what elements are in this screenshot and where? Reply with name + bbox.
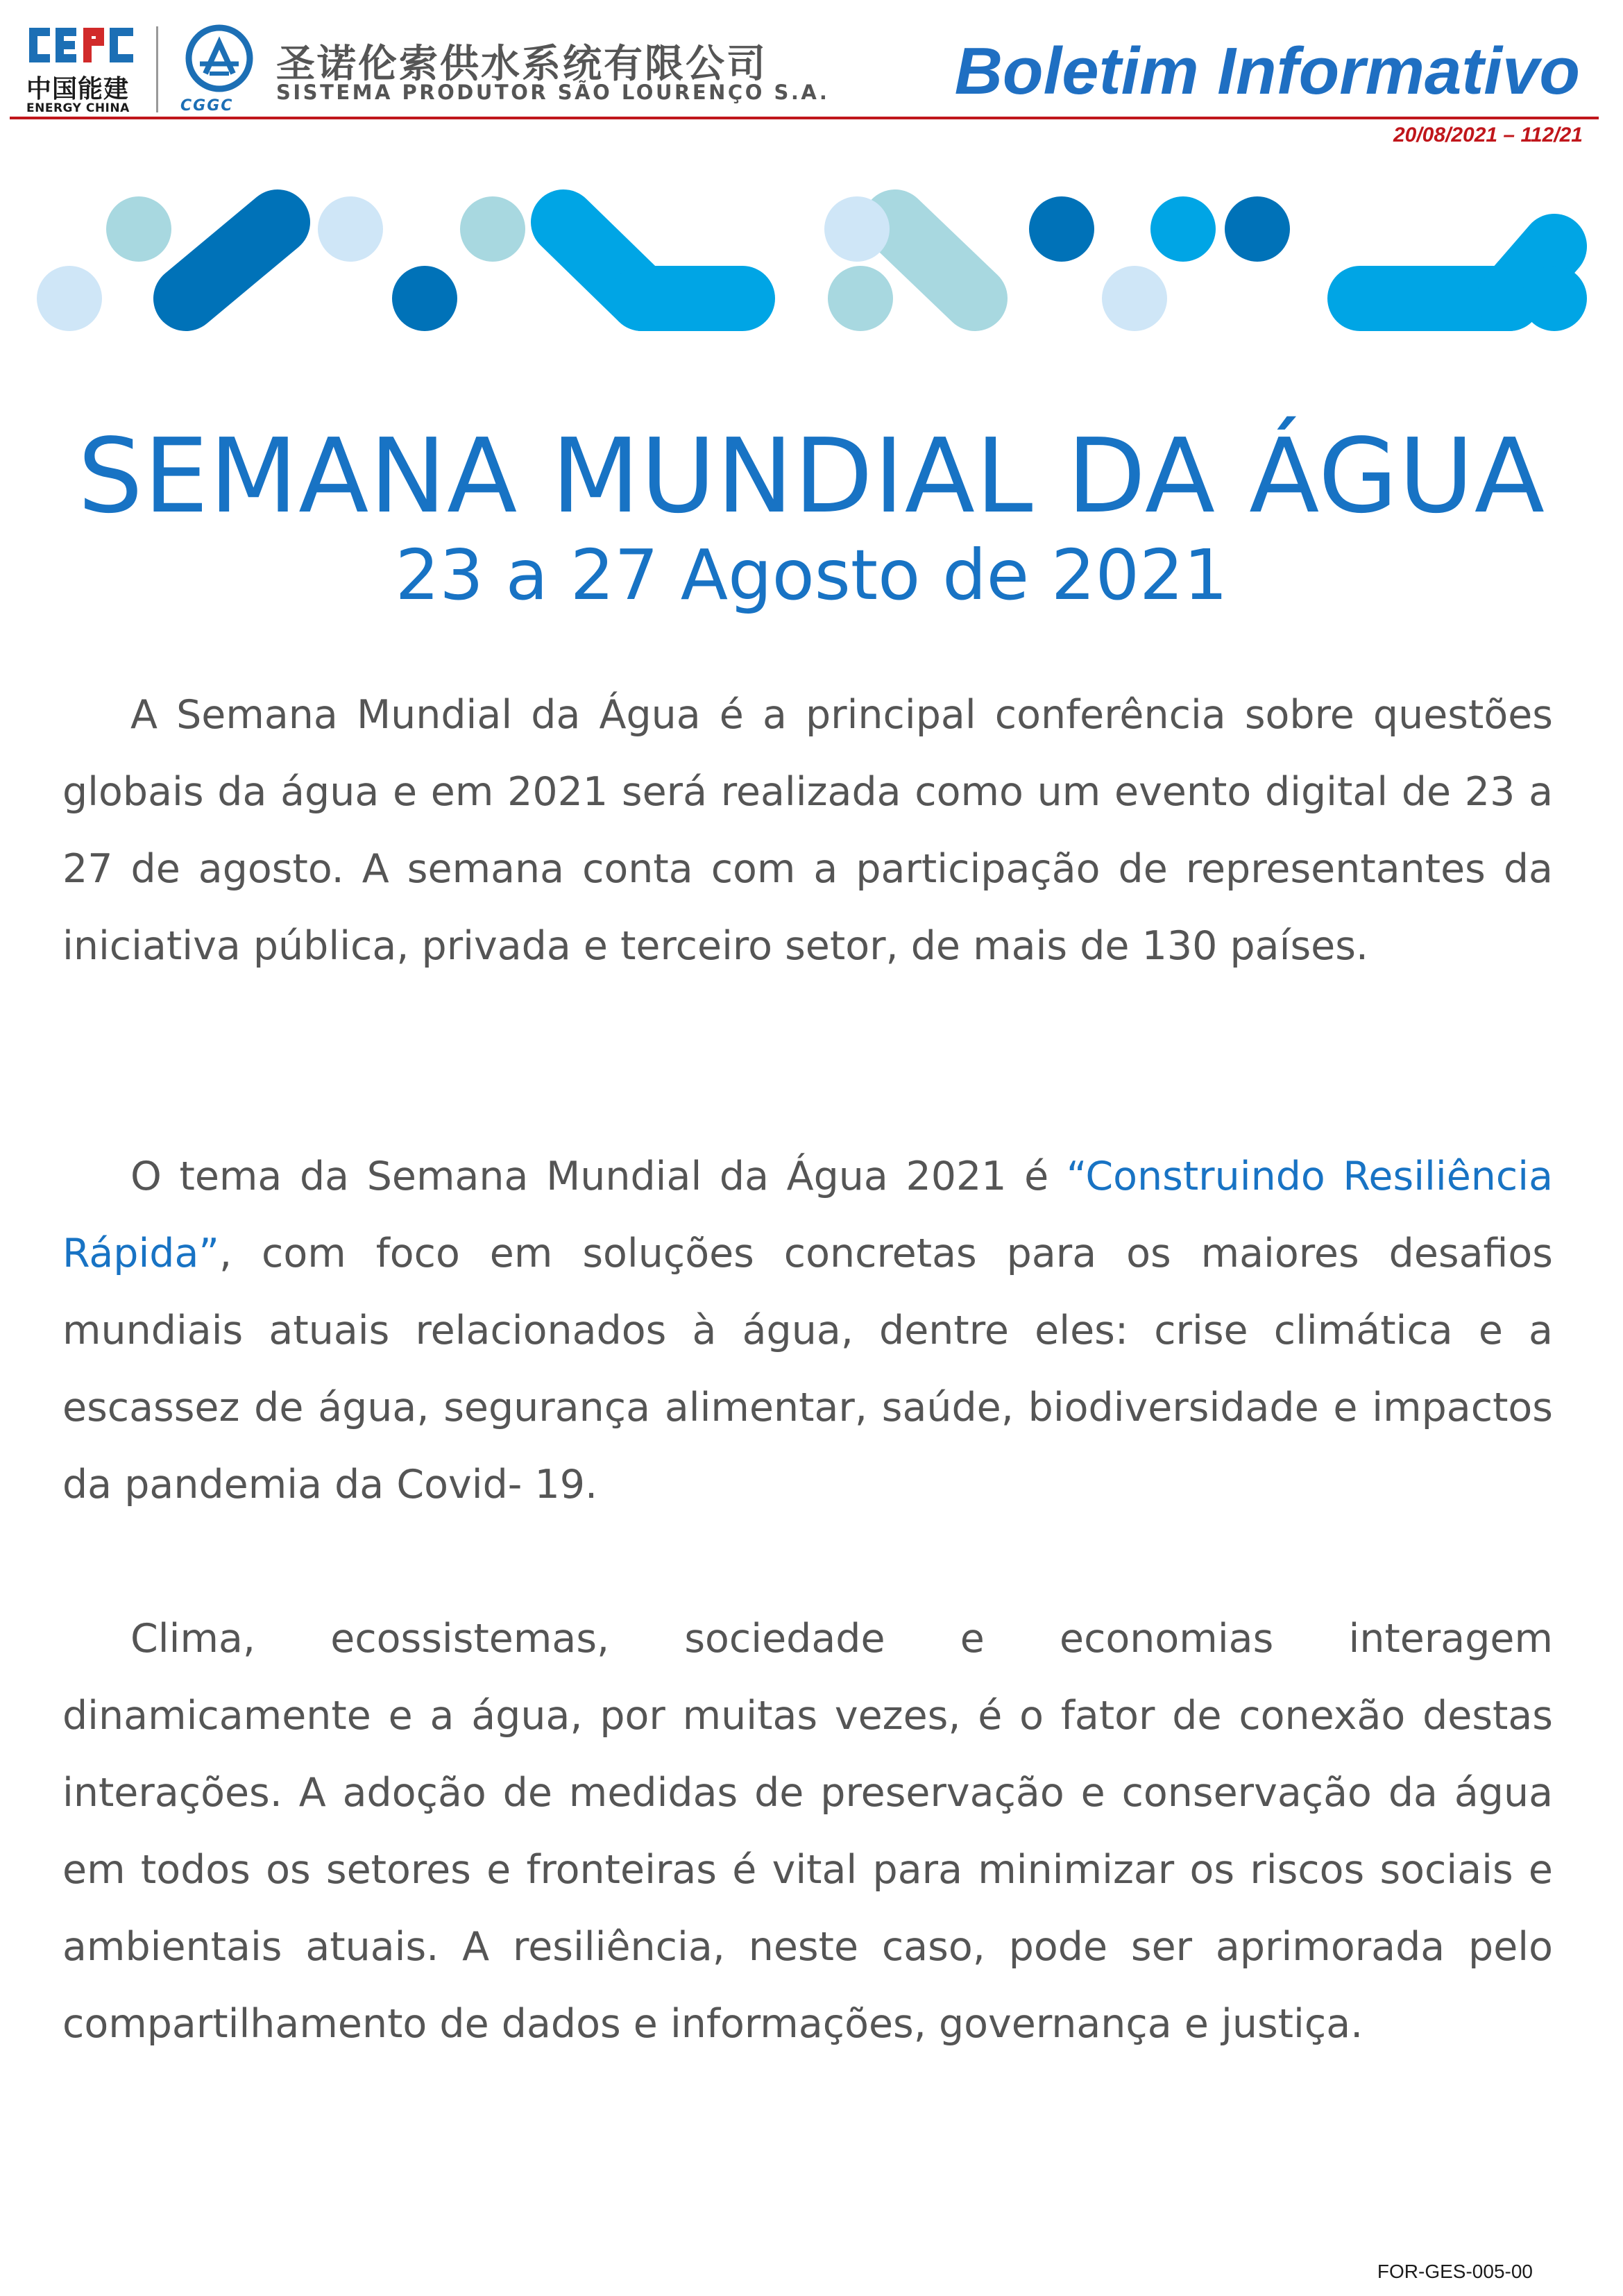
banner-dot bbox=[1225, 196, 1290, 262]
company-name-portuguese: SISTEMA PRODUTOR SÃO LOURENÇO S.A. bbox=[276, 81, 830, 104]
cepc-english-name: ENERGY CHINA bbox=[26, 101, 130, 115]
cepc-logo bbox=[26, 24, 137, 118]
body-paragraph-2 bbox=[62, 1138, 1553, 1523]
body-paragraph-3: Clima, ecossistemas, sociedade e economias interagem dinamicamente e a água, por muitas vezes, é o fator de conexão destas interações. A adoção de medidas de preservação e conservação da água em todos os setores e fronteiras é vital para minimizar os riscos sociais e ambientais atuais. A resiliência, neste caso, pode ser aprimorada pelo compartilhamento de dados e informações, governança e justiça. bbox=[62, 1616, 1553, 2047]
form-code: FOR-GES-005-00 bbox=[1377, 2261, 1533, 2282]
header-red-rule bbox=[10, 117, 1599, 119]
event-dates: 23 a 27 Agosto de 2021 bbox=[395, 534, 1228, 616]
banner-dot bbox=[1150, 196, 1216, 262]
banner-dot bbox=[1102, 266, 1167, 331]
decorative-dot-banner bbox=[0, 187, 1623, 340]
banner-dot bbox=[318, 196, 383, 262]
cggc-emblem-icon bbox=[185, 24, 254, 93]
bulletin-title: Boletim Informativo bbox=[954, 34, 1580, 108]
body-paragraph-1: A Semana Mundial da Água é a principal conferência sobre questões globais da água e em 2021 será realizada como um evento digital de 23 a 27 de agosto. A semana conta com a participação de representantes da iniciativa pública, privada e terceiro setor, de mais de 130 países. bbox=[62, 692, 1553, 969]
banner-dot bbox=[1029, 196, 1094, 262]
cggc-wordmark: CGGC bbox=[180, 97, 234, 115]
paragraph-2-intro: O tema da Semana Mundial da Água 2021 é bbox=[130, 1154, 1067, 1199]
banner-dot bbox=[37, 266, 102, 331]
header-vertical-divider bbox=[156, 26, 158, 112]
page-title: SEMANA MUNDIAL DA ÁGUA bbox=[77, 416, 1546, 536]
banner-link-dark-1 bbox=[186, 222, 278, 298]
paragraph-2-rest: , com foco em soluções concretas para os maiores desafios mundiais atuais relacionados à água, dentre eles: crise climática e a escassez de água, segurança alimentar, saúde, biodiversidade e impactos da pandemia da Covid- 19. bbox=[62, 1231, 1553, 1508]
banner-dot bbox=[106, 196, 171, 262]
theme-highlight: “Construindo Resiliência Rápida” bbox=[62, 1154, 1553, 1276]
cggc-logo bbox=[179, 24, 261, 114]
cepc-logo-mark bbox=[26, 24, 137, 67]
bulletin-date-number: 20/08/2021 – 112/21 bbox=[1393, 124, 1583, 146]
banner-dot bbox=[392, 266, 457, 331]
banner-link-light-1 bbox=[895, 222, 975, 298]
banner-dot bbox=[460, 196, 525, 262]
company-name-chinese: 圣诺伦索供水系统有限公司 bbox=[276, 42, 767, 87]
cepc-chinese-name: 中国能建 bbox=[26, 75, 130, 103]
banner-dot bbox=[824, 196, 890, 262]
banner-dot bbox=[1522, 266, 1587, 331]
banner-dot bbox=[828, 266, 893, 331]
